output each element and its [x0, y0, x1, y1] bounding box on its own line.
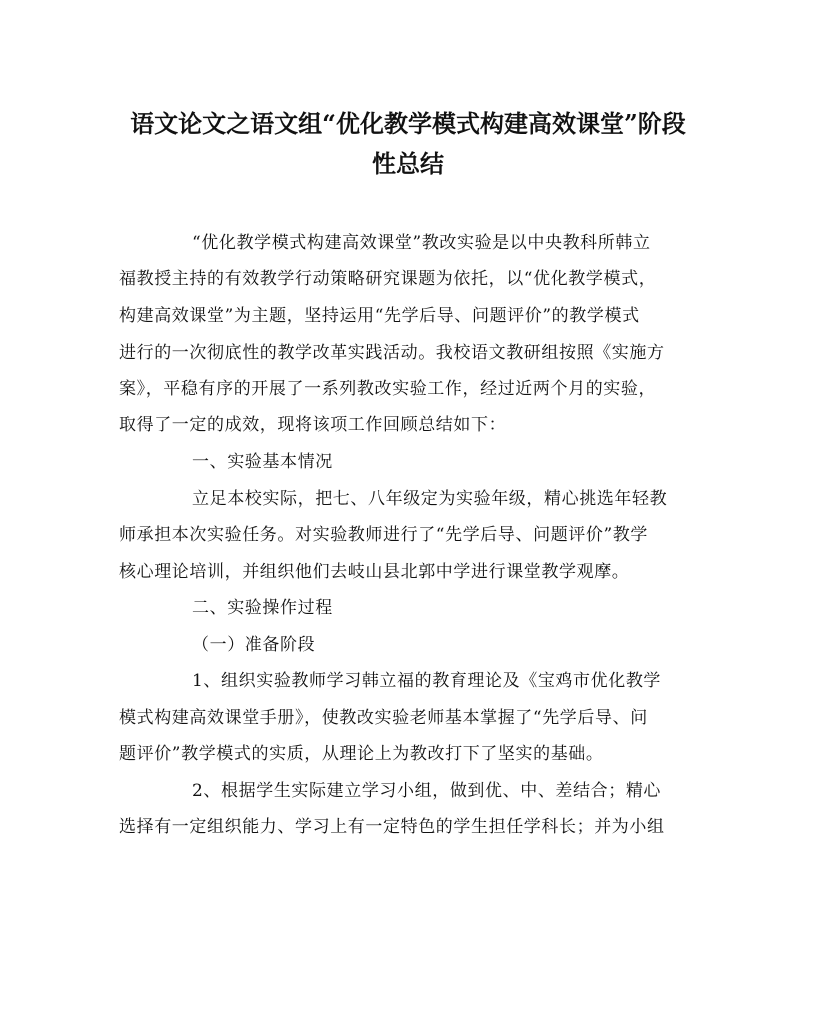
paragraph-line: 立足本校实际，把七、八年级定为实验年级，精心挑选年轻教	[192, 489, 668, 509]
subsection-heading: （一）准备阶段	[192, 635, 316, 655]
paragraph-line: 构建高效课堂”为主题，坚持运用“先学后导、问题评价”的教学模式	[119, 306, 640, 326]
paragraph-line: 2、根据学生实际建立学习小组，做到优、中、差结合；精心	[192, 781, 662, 801]
paragraph-line: 1、组织实验教师学习韩立福的教育理论及《宝鸡市优化教学	[192, 671, 662, 691]
paragraph-line: 核心理论培训，并组织他们去岐山县北郭中学进行课堂教学观摩。	[119, 562, 630, 582]
paragraph-line: 题评价”教学模式的实质，从理论上为教改打下了坚实的基础。	[119, 744, 604, 764]
section-heading: 二、实验操作过程	[192, 598, 333, 618]
document-title-line-2: 性总结	[372, 149, 444, 178]
paragraph-line: 福教授主持的有效教学行动策略研究课题为依托，以“优化教学模式，	[119, 269, 657, 289]
paragraph-line: 进行的一次彻底性的教学改革实践活动。我校语文教研组按照《实施方	[119, 343, 665, 363]
document-title-line-1: 语文论文之语文组“优化教学模式构建高效课堂”阶段	[130, 109, 686, 138]
paragraph-line: 取得了一定的成效，现将该项工作回顾总结如下：	[119, 415, 507, 435]
paragraph-line: 师承担本次实验任务。对实验教师进行了“先学后导、问题评价”教学	[119, 525, 648, 545]
paragraph-line: 模式构建高效课堂手册》，使教改实验老师基本掌握了“先学后导、问	[119, 708, 648, 728]
paragraph-line: 案》，平稳有序的开展了一系列教改实验工作，经过近两个月的实验，	[119, 379, 657, 399]
paragraph-line: 选择有一定组织能力、学习上有一定特色的学生担任学科长；并为小组	[119, 817, 665, 837]
paragraph-line: “优化教学模式构建高效课堂”教改实验是以中央教科所韩立	[192, 233, 651, 253]
section-heading: 一、实验基本情况	[192, 452, 333, 472]
